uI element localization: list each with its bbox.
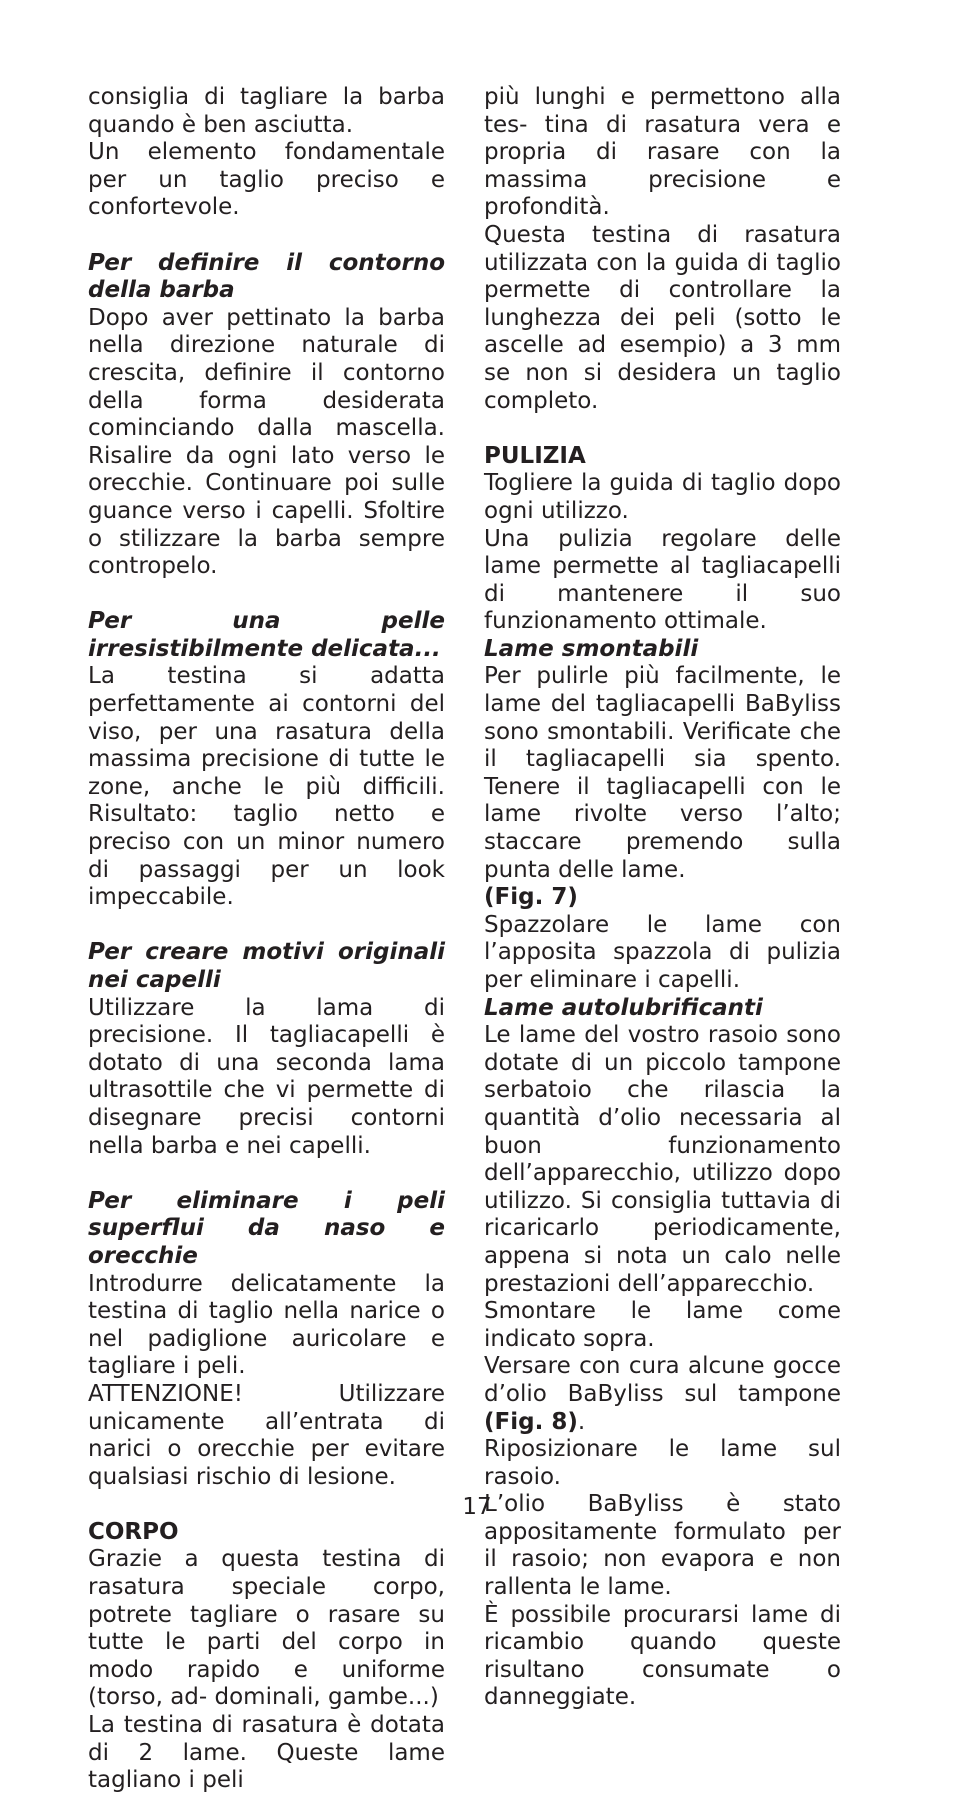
paragraph: È possibile procurarsi lame di ricambio quando queste risultano consumate o danneggiate. (484, 1601, 841, 1711)
right-column (484, 84, 841, 1712)
warning-paragraph: ATTENZIONE! Utilizzare unicamente all’entrata di narici o orecchie per evitare qualsiasi rischio di lesione. (88, 1380, 445, 1490)
paragraph: Per pulirle più facilmente, le lame del tagliacapelli BaByliss sono smontabili. Verificate che il tagliacapelli sia spento. Tenere il tagliacapelli con le lame rivolte verso l’alto; staccare premendo sulla punta delle lame. (484, 663, 841, 883)
paragraph: più lunghi e permettono alla tes- tina di rasatura vera e propria di rasare con la massima precisione e profondità. (484, 84, 841, 221)
paragraph: Un elemento fondamentale per un taglio preciso e confortevole. (88, 139, 445, 221)
paragraph: Spazzolare le lame con l’apposita spazzola di pulizia per eliminare i capelli. (484, 911, 841, 993)
paragraph: Questa testina di rasatura utilizzata con la guida di taglio permette di controllare la lunghezza dei peli (sotto le ascelle ad esempio) a 3 mm se non si desidera un taglio completo. (484, 221, 841, 414)
paragraph: L’olio BaByliss è stato appositamente formulato per il rasoio; non evapora e non rallenta le lame. (484, 1491, 841, 1601)
paragraph: Dopo aver pettinato la barba nella direzione naturale di crescita, definire il contorno della forma desiderata cominciando dalla mascella. Risalire da ogni lato verso le orecchie. Continuare poi sulle guance verso i capelli. Sfoltire o stilizzare la barba sempre contropelo. (88, 304, 445, 580)
paragraph: Togliere la guida di taglio dopo ogni utilizzo. (484, 470, 841, 524)
subheading-smontabili: Lame smontabili (484, 635, 699, 662)
paragraph: Introdurre delicatamente la testina di taglio nella narice o nel padiglione auricolare e tagliare i peli. (88, 1270, 445, 1380)
figure-reference: (Fig. 8) (484, 1408, 578, 1435)
paragraph-versare (484, 1353, 841, 1436)
page-number: 17 (462, 1494, 492, 1520)
paragraph: Riposizionare le lame sul rasoio. (484, 1436, 841, 1490)
subheading-autolubrificanti: Lame autolubrificanti (484, 994, 763, 1021)
section-heading-corpo: CORPO (88, 1518, 179, 1545)
section-heading-pulizia: PULIZIA (484, 442, 586, 469)
paragraph: consiglia di tagliare la barba quando è ben asciutta. (88, 84, 445, 138)
section-heading-contorno: Per definire il contorno della barba (88, 249, 445, 304)
paragraph: Le lame del vostro rasoio sono dotate di un piccolo tampone serbatoio che rilascia la quantità d’olio necessaria al buon funzionamento dell’apparecchio, utilizzo dopo utilizzo. Si consiglia tuttavia di ricaricarlo periodicamente, appena si nota un calo nelle prestazioni dell’apparecchio. (484, 1022, 841, 1297)
text-span: Versare con cura alcune gocce d’olio BaByliss sul tampone (484, 1353, 841, 1407)
left-column (88, 84, 445, 1795)
paragraph: Smontare le lame come indicato sopra. (484, 1298, 841, 1352)
section-heading-peli: Per eliminare i peli superflui da naso e orecchie (88, 1187, 445, 1269)
section-heading-motivi: Per creare motivi originali nei capelli (88, 939, 445, 993)
section-heading-pelle: Per una pelle irresistibilmente delicata... (88, 608, 445, 662)
paragraph: Utilizzare la lama di precisione. Il tagliacapelli è dotato di una seconda lama ultrasottile che vi permette di disegnare precisi contorni nella barba e nei capelli. (88, 994, 445, 1159)
figure-reference: (Fig. 7) (484, 884, 578, 911)
paragraph: La testina di rasatura è dotata di 2 lame. Queste lame tagliano i peli (88, 1712, 445, 1794)
paragraph: La testina si adatta perfettamente ai contorni del viso, per una rasatura della massima precisione di tutte le zone, anche le più difficili. Risultato: taglio netto e preciso con un minor numero di passaggi per un look impeccabile. (88, 663, 445, 911)
text-span: . (577, 1408, 586, 1435)
paragraph: Una pulizia regolare delle lame permette al tagliacapelli di mantenere il suo funzionamento ottimale. (484, 525, 841, 635)
paragraph: Grazie a questa testina di rasatura speciale corpo, potrete tagliare o rasare su tutte le parti del corpo in modo rapido e uniforme (torso, ad- dominali, gambe...) (88, 1546, 445, 1711)
